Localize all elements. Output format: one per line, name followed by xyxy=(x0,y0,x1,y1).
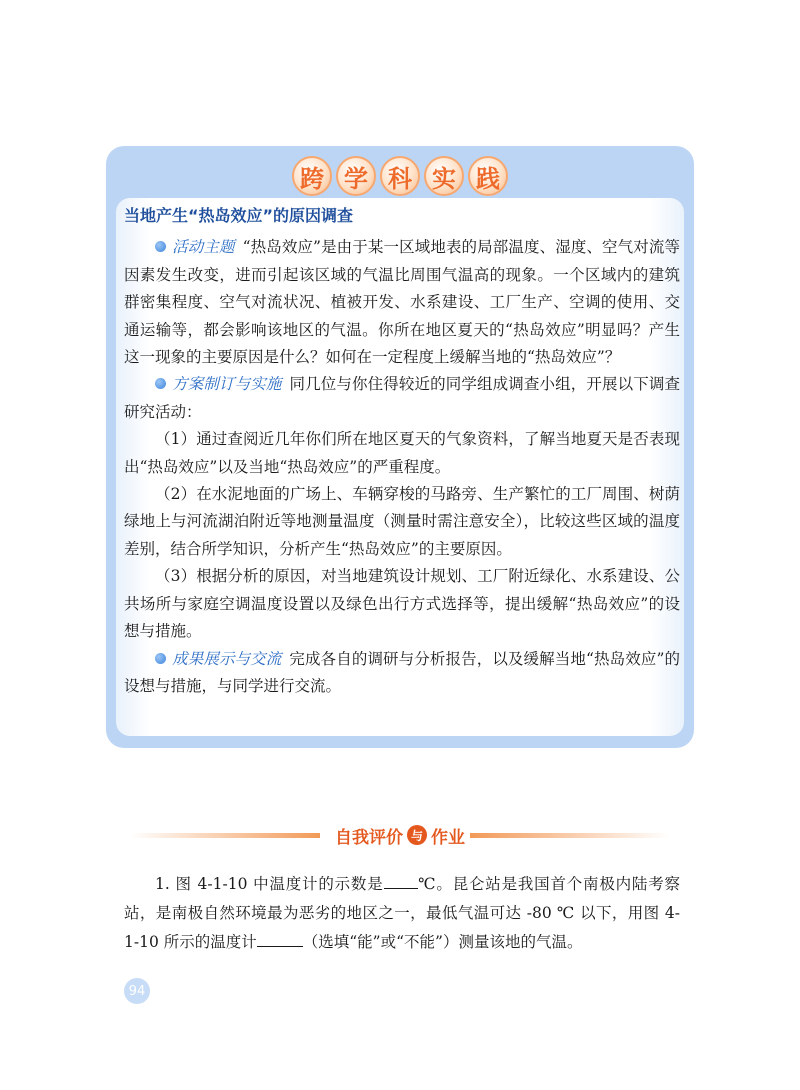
question-text-2: ℃。昆仑站是我国首个南极内陆考察站，是南极自然环境最为恶劣的地区之一，最低气温可达 -80 ℃ 以下，用图 4-1-10 所示的温度计 xyxy=(124,875,681,951)
title-char: 实 xyxy=(424,156,464,196)
theme-paragraph xyxy=(124,234,680,371)
answer-blank-1[interactable] xyxy=(384,874,418,889)
title-char: 跨 xyxy=(292,156,332,196)
result-text: 完成各自的调研与分析报告，以及缓解当地“热岛效应”的设想与措施，与同学进行交流。 xyxy=(124,649,680,695)
plan-paragraph xyxy=(124,371,680,426)
step-3: （3）根据分析的原因，对当地建筑设计规划、工厂附近绿化、水系建设、公共场所与家庭空调温度设置以及绿色出行方式选择等，提出缓解“热岛效应”的设想与措施。 xyxy=(124,567,680,641)
section-title-mid: 与 xyxy=(407,825,427,845)
step-1: （1）通过查阅近几年你们所在地区夏天的气象资料，了解当地夏天是否表现出“热岛效应”以及当地“热岛效应”的严重程度。 xyxy=(124,430,680,476)
bullet-icon xyxy=(155,653,166,664)
divider-left xyxy=(130,833,320,838)
step-2: （2）在水泥地面的广场上、车辆穿梭的马路旁、生产繁忙的工厂周围、树荫绿地上与河流湖泊附近等地测量温度（测量时需注意安全），比较这些区域的温度差别，结合所学知识，分析产生“热岛效应”的主要原因。 xyxy=(124,485,680,558)
theme-label: 活动主题 xyxy=(172,238,235,257)
plan-label: 方案制订与实施 xyxy=(172,375,282,394)
theme-text: “热岛效应”是由于某一区域地表的局部温度、湿度、空气对流等因素发生改变，进而引起该区域的气温比周围气温高的现象。一个区域内的建筑群密集程度、空气对流状况、植被开发、水系建设、工厂生产、空调的使用、交通运输等，都会影响该地区的气温。你所在地区夏天的“热岛效应”明显吗？产生这一现象的主要原因是什么？如何在一定程度上缓解当地的“热岛效应”？ xyxy=(124,238,680,367)
section-title-left: 自我评价 xyxy=(335,827,403,848)
title-char: 践 xyxy=(468,156,508,196)
section-title-right: 作业 xyxy=(431,827,465,848)
plan-text: 同几位与你住得较近的同学组成调查小组，开展以下调查研究活动： xyxy=(124,375,680,421)
result-paragraph xyxy=(124,646,680,701)
question-text-1: 1. 图 4-1-10 中温度计的示数是 xyxy=(155,875,384,893)
question-text-3: （选填“能”或“不能”）测量该地的气温。 xyxy=(302,933,583,951)
section-header xyxy=(130,820,670,850)
section-title xyxy=(335,823,465,848)
bullet-icon xyxy=(155,378,166,389)
title-char: 科 xyxy=(380,156,420,196)
page-number: 94 xyxy=(124,978,150,1004)
practice-subtitle: 当地产生“热岛效应”的原因调查 xyxy=(124,206,354,225)
practice-content xyxy=(124,202,680,700)
answer-blank-2[interactable] xyxy=(257,932,303,947)
divider-right xyxy=(470,833,670,838)
title-char: 学 xyxy=(336,156,376,196)
bullet-icon xyxy=(155,241,166,252)
result-label: 成果展示与交流 xyxy=(172,649,282,668)
question-1 xyxy=(124,870,680,957)
practice-title xyxy=(106,154,694,198)
